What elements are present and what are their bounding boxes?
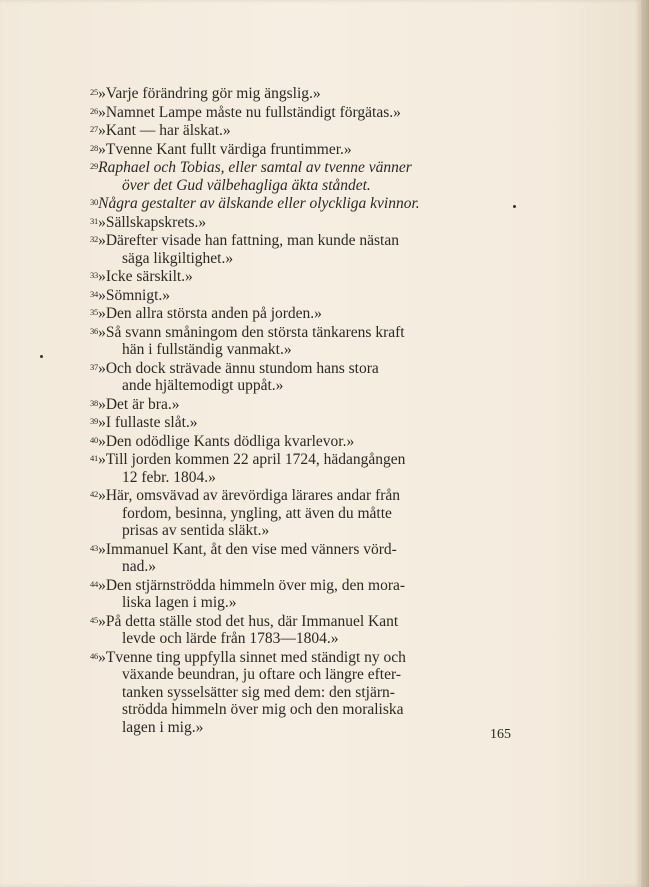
footnote-36 xyxy=(90,323,515,359)
footnote-continuation: tanken sysselsätter sig med dem: den stjärn- xyxy=(122,683,395,701)
footnote-35 xyxy=(90,304,515,323)
footnote-continuation: växande beundran, ju oftare och längre efter- xyxy=(122,666,401,683)
footnote-continuation: liska lagen i mig.» xyxy=(122,594,237,611)
footnote-40 xyxy=(90,432,515,451)
footnote-number: 36 xyxy=(90,325,99,336)
footnote-text: »På detta ställe stod det hus, där Immanuel Kant xyxy=(98,612,399,630)
footnote-text: »Sällskapskrets.» xyxy=(98,213,207,231)
footnote-43 xyxy=(90,540,515,576)
footnote-text: »Sömnigt.» xyxy=(98,286,171,304)
footnote-30 xyxy=(90,194,515,213)
footnote-text: »I fullaste slåt.» xyxy=(98,414,198,431)
footnote-continuation: ande hjältemodigt uppåt.» xyxy=(122,377,284,394)
footnote-number: 33 xyxy=(90,270,99,280)
footnote-28 xyxy=(90,140,515,159)
footnote-continuation: prisas av sentida släkt.» xyxy=(122,522,270,539)
footnote-number: 38 xyxy=(90,397,99,408)
page-number: 165 xyxy=(490,727,511,742)
footnote-text: »Så svann småningom den största tänkarens kraft xyxy=(98,323,405,341)
footnote-46 xyxy=(90,648,515,737)
footnote-number: 25 xyxy=(90,87,99,97)
footnote-number: 45 xyxy=(90,614,99,625)
footnote-number: 31 xyxy=(90,215,99,226)
footnote-26 xyxy=(90,103,515,122)
footnote-number: 46 xyxy=(90,650,99,661)
footnote-27 xyxy=(90,121,515,140)
footnote-text: »Här, omsvävad av ärevördiga lärares andar från xyxy=(98,487,401,504)
footnote-continuation: 12 febr. 1804.» xyxy=(122,468,216,486)
footnote-number: 29 xyxy=(90,161,99,171)
footnote-text: »Den stjärnströdda himmeln över mig, den mora- xyxy=(98,576,406,594)
footnote-number: 34 xyxy=(90,288,99,299)
footnote-continuation: hän i fullständig vanmakt.» xyxy=(122,341,292,358)
footnote-text: »Namnet Lampe måste nu fullständigt förgätas.» xyxy=(98,103,401,121)
footnote-number: 26 xyxy=(90,105,99,116)
footnote-continuation: säga likgiltighet.» xyxy=(122,249,234,267)
footnote-number: 40 xyxy=(90,434,99,445)
footnote-37 xyxy=(90,359,515,395)
footnote-number: 28 xyxy=(90,142,99,153)
footnote-29 xyxy=(90,158,515,194)
footnote-continuation: levde och lärde från 1783—1804.» xyxy=(122,630,339,647)
footnote-number: 44 xyxy=(90,578,99,589)
footnote-34 xyxy=(90,286,515,305)
footnote-text: »Tvenne Kant fullt värdiga fruntimmer.» xyxy=(98,140,352,158)
footnote-39 xyxy=(90,413,515,432)
footnote-continuation: lagen i mig.» xyxy=(122,718,204,736)
footnote-number: 39 xyxy=(90,416,99,426)
footnote-number: 41 xyxy=(90,453,99,463)
footnote-text: »Till jorden kommen 22 april 1724, hädangången xyxy=(98,451,406,468)
footnote-text: »Den allra största anden på jorden.» xyxy=(98,305,322,322)
footnote-38 xyxy=(90,395,515,414)
footnote-number: 35 xyxy=(90,307,99,317)
footnote-continuation: över det Gud välbehagliga äkta ståndet. xyxy=(122,176,371,194)
page-edge xyxy=(641,0,649,887)
footnote-text: »Den odödlige Kants dödliga kvarlevor.» xyxy=(98,432,355,450)
footnote-number: 37 xyxy=(90,361,99,372)
footnote-text: »Därefter visade han fattning, man kunde nästan xyxy=(98,232,399,249)
footnote-text: »Immanuel Kant, åt den vise med vänners vörd- xyxy=(98,540,397,558)
footnote-32 xyxy=(90,231,515,267)
footnote-continuation: strödda himmeln över mig och den moraliska xyxy=(122,701,404,718)
footnote-text: »Kant — har älskat.» xyxy=(98,122,231,139)
footnote-number: 27 xyxy=(90,124,99,134)
footnote-continuation: nad.» xyxy=(122,558,157,575)
footnote-text: »Icke särskilt.» xyxy=(98,268,193,285)
footnote-text: »Det är bra.» xyxy=(98,395,180,413)
footnote-text: Några gestalter av älskande eller olyckliga kvinnor. xyxy=(98,195,420,212)
ink-speck xyxy=(40,355,43,358)
footnote-number: 32 xyxy=(90,234,99,244)
footnote-text: Raphael och Tobias, eller samtal av tvenne vänner xyxy=(98,159,412,176)
footnote-text: »Varje förändring gör mig ängslig.» xyxy=(98,85,321,102)
footnote-45 xyxy=(90,612,515,648)
footnote-44 xyxy=(90,576,515,612)
footnote-number: 43 xyxy=(90,542,99,553)
footnote-25 xyxy=(90,84,515,103)
footnote-33 xyxy=(90,267,515,286)
footnote-41 xyxy=(90,450,515,486)
footnote-number: 30 xyxy=(90,197,99,207)
footnote-text: »Och dock strävade ännu stundom hans stora xyxy=(98,359,379,377)
footnote-number: 42 xyxy=(90,489,99,499)
footnote-continuation: fordom, besinna, yngling, att även du måtte xyxy=(122,504,392,522)
footnote-text: »Tvenne ting uppfylla sinnet med ständigt ny och xyxy=(98,648,406,666)
footnote-31 xyxy=(90,213,515,232)
footnote-42 xyxy=(90,486,515,540)
footnotes-list xyxy=(90,84,515,736)
